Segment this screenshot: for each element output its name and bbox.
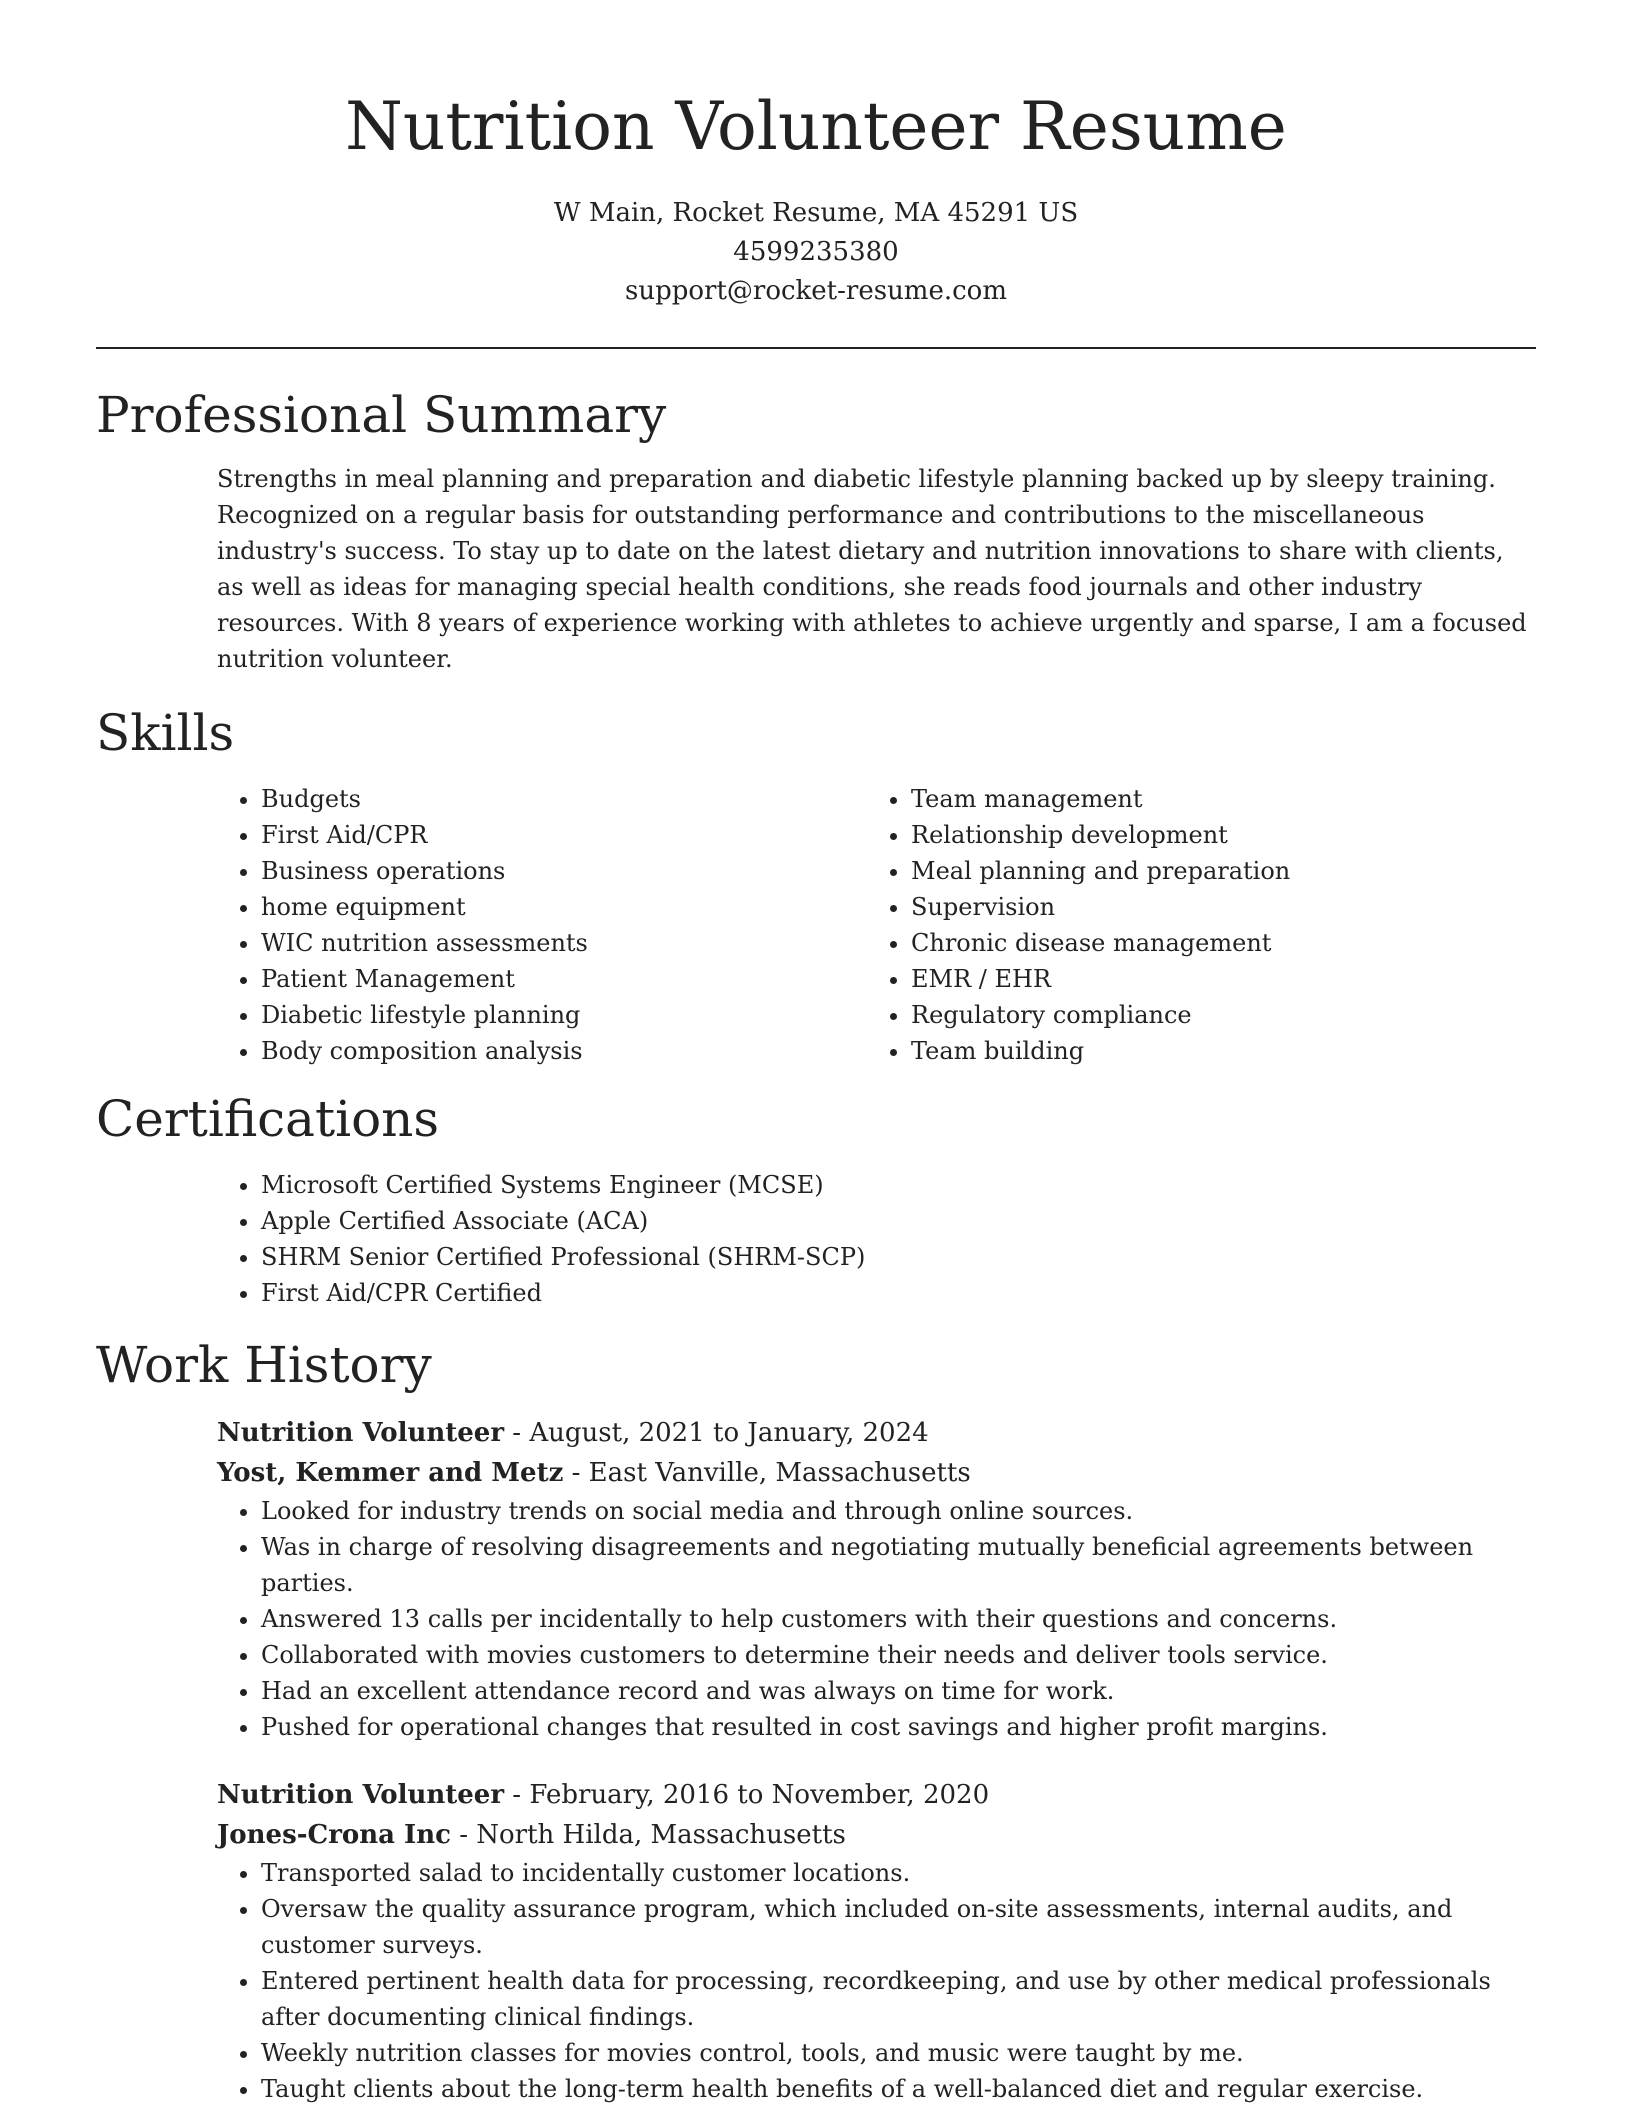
work-history-section (96, 1333, 1536, 2107)
certification-item: • SHRM Senior Certified Professional (SHRM-SCP) (261, 1239, 1536, 1275)
certifications-section (96, 1087, 1536, 1311)
skills-heading: Skills (96, 704, 235, 762)
skill-item: • WIC nutrition assessments (261, 925, 867, 961)
work-history-heading: Work History (96, 1336, 432, 1394)
resume-title: Nutrition Volunteer Resume (345, 88, 1287, 165)
job-duty: • Transported salad to incidentally customer locations. (261, 1855, 1536, 1891)
skill-item: • Team management (911, 781, 1517, 817)
job-company: Yost, Kemmer and Metz (217, 1458, 564, 1488)
certifications-list (217, 1167, 1536, 1311)
skills-left-list (217, 781, 867, 1069)
job-location: - North Hilda, Massachusetts (450, 1820, 846, 1850)
job-duty: • Looked for industry trends on social media and through online sources. (261, 1493, 1536, 1529)
job-title-line (217, 1413, 1536, 1453)
skill-item: • Regulatory compliance (911, 997, 1517, 1033)
header-divider (96, 347, 1536, 349)
job-company-line (217, 1453, 1536, 1493)
job-duty: • Oversaw the quality assurance program, which included on-site assessments, internal audits, and customer surveys. (261, 1891, 1536, 1963)
contact-address: W Main, Rocket Resume, MA 45291 US (553, 198, 1079, 228)
contact-info (96, 194, 1536, 311)
skill-item: • Budgets (261, 781, 867, 817)
certification-item: • First Aid/CPR Certified (261, 1275, 1536, 1311)
skill-item: • Meal planning and preparation (911, 853, 1517, 889)
summary-heading: Professional Summary (96, 386, 667, 444)
contact-phone: 4599235380 (733, 237, 899, 267)
skill-item: • Patient Management (261, 961, 867, 997)
job-duty: • Answered 13 calls per incidentally to help customers with their questions and concerns. (261, 1601, 1536, 1637)
skill-item: • Business operations (261, 853, 867, 889)
job-title: Nutrition Volunteer (217, 1418, 505, 1448)
skills-columns (217, 781, 1536, 1069)
job-location: - East Vanville, Massachusetts (563, 1458, 971, 1488)
job-duty: • Weekly nutrition classes for movies control, tools, and music were taught by me. (261, 2035, 1536, 2071)
skill-item: • Body composition analysis (261, 1033, 867, 1069)
job-duties-list (217, 1493, 1536, 1745)
certifications-list-wrap (217, 1167, 1536, 1311)
skills-section (96, 701, 1536, 1069)
contact-email: support@rocket-resume.com (624, 276, 1007, 306)
skills-right-list (867, 781, 1517, 1069)
certification-item: • Apple Certified Associate (ACA) (261, 1203, 1536, 1239)
skill-item: • Team building (911, 1033, 1517, 1069)
job-duty: • Entered pertinent health data for processing, recordkeeping, and use by other medical professionals after documenting clinical findings. (261, 1963, 1536, 2035)
job-duty: • Pushed for operational changes that resulted in cost savings and higher profit margins. (261, 1709, 1536, 1745)
job-duty: • Was in charge of resolving disagreements and negotiating mutually beneficial agreements between parties. (261, 1529, 1536, 1601)
job-duty: • Had an excellent attendance record and was always on time for work. (261, 1673, 1536, 1709)
job-title-line (217, 1775, 1536, 1815)
skill-item: • First Aid/CPR (261, 817, 867, 853)
certifications-heading: Certifications (96, 1090, 440, 1148)
skill-item: • EMR / EHR (911, 961, 1517, 997)
skill-item: • Supervision (911, 889, 1517, 925)
job-duty: • Taught clients about the long-term health benefits of a well-balanced diet and regular exercise. (261, 2071, 1536, 2107)
job-title: Nutrition Volunteer (217, 1780, 505, 1810)
job-entry (217, 1775, 1536, 2107)
summary-text: Strengths in meal planning and preparation and diabetic lifestyle planning backed up by sleepy training. Recognized on a regular basis for outstanding performance and contributions to the miscellaneous industry's success. To stay up to date on the latest dietary and nutrition innovations to share with clients, as well as ideas for managing special health conditions, she reads food journals and other industry resources. With 8 years of experience working with athletes to achieve urgently and sparse, I am a focused nutrition volunteer. (217, 465, 1527, 673)
skill-item: • Relationship development (911, 817, 1517, 853)
resume-header (96, 0, 1536, 311)
job-dates: - August, 2021 to January, 2024 (504, 1418, 929, 1448)
job-duty: • Collaborated with movies customers to determine their needs and deliver tools service. (261, 1637, 1536, 1673)
job-company: Jones-Crona Inc (217, 1820, 451, 1850)
job-duties-list (217, 1855, 1536, 2107)
skill-item: • home equipment (261, 889, 867, 925)
job-entry (217, 1413, 1536, 1745)
summary-section (96, 383, 1536, 677)
certification-item: • Microsoft Certified Systems Engineer (MCSE) (261, 1167, 1536, 1203)
skill-item: • Diabetic lifestyle planning (261, 997, 867, 1033)
skill-item: • Chronic disease management (911, 925, 1517, 961)
job-company-line (217, 1815, 1536, 1855)
job-dates: - February, 2016 to November, 2020 (504, 1780, 990, 1810)
